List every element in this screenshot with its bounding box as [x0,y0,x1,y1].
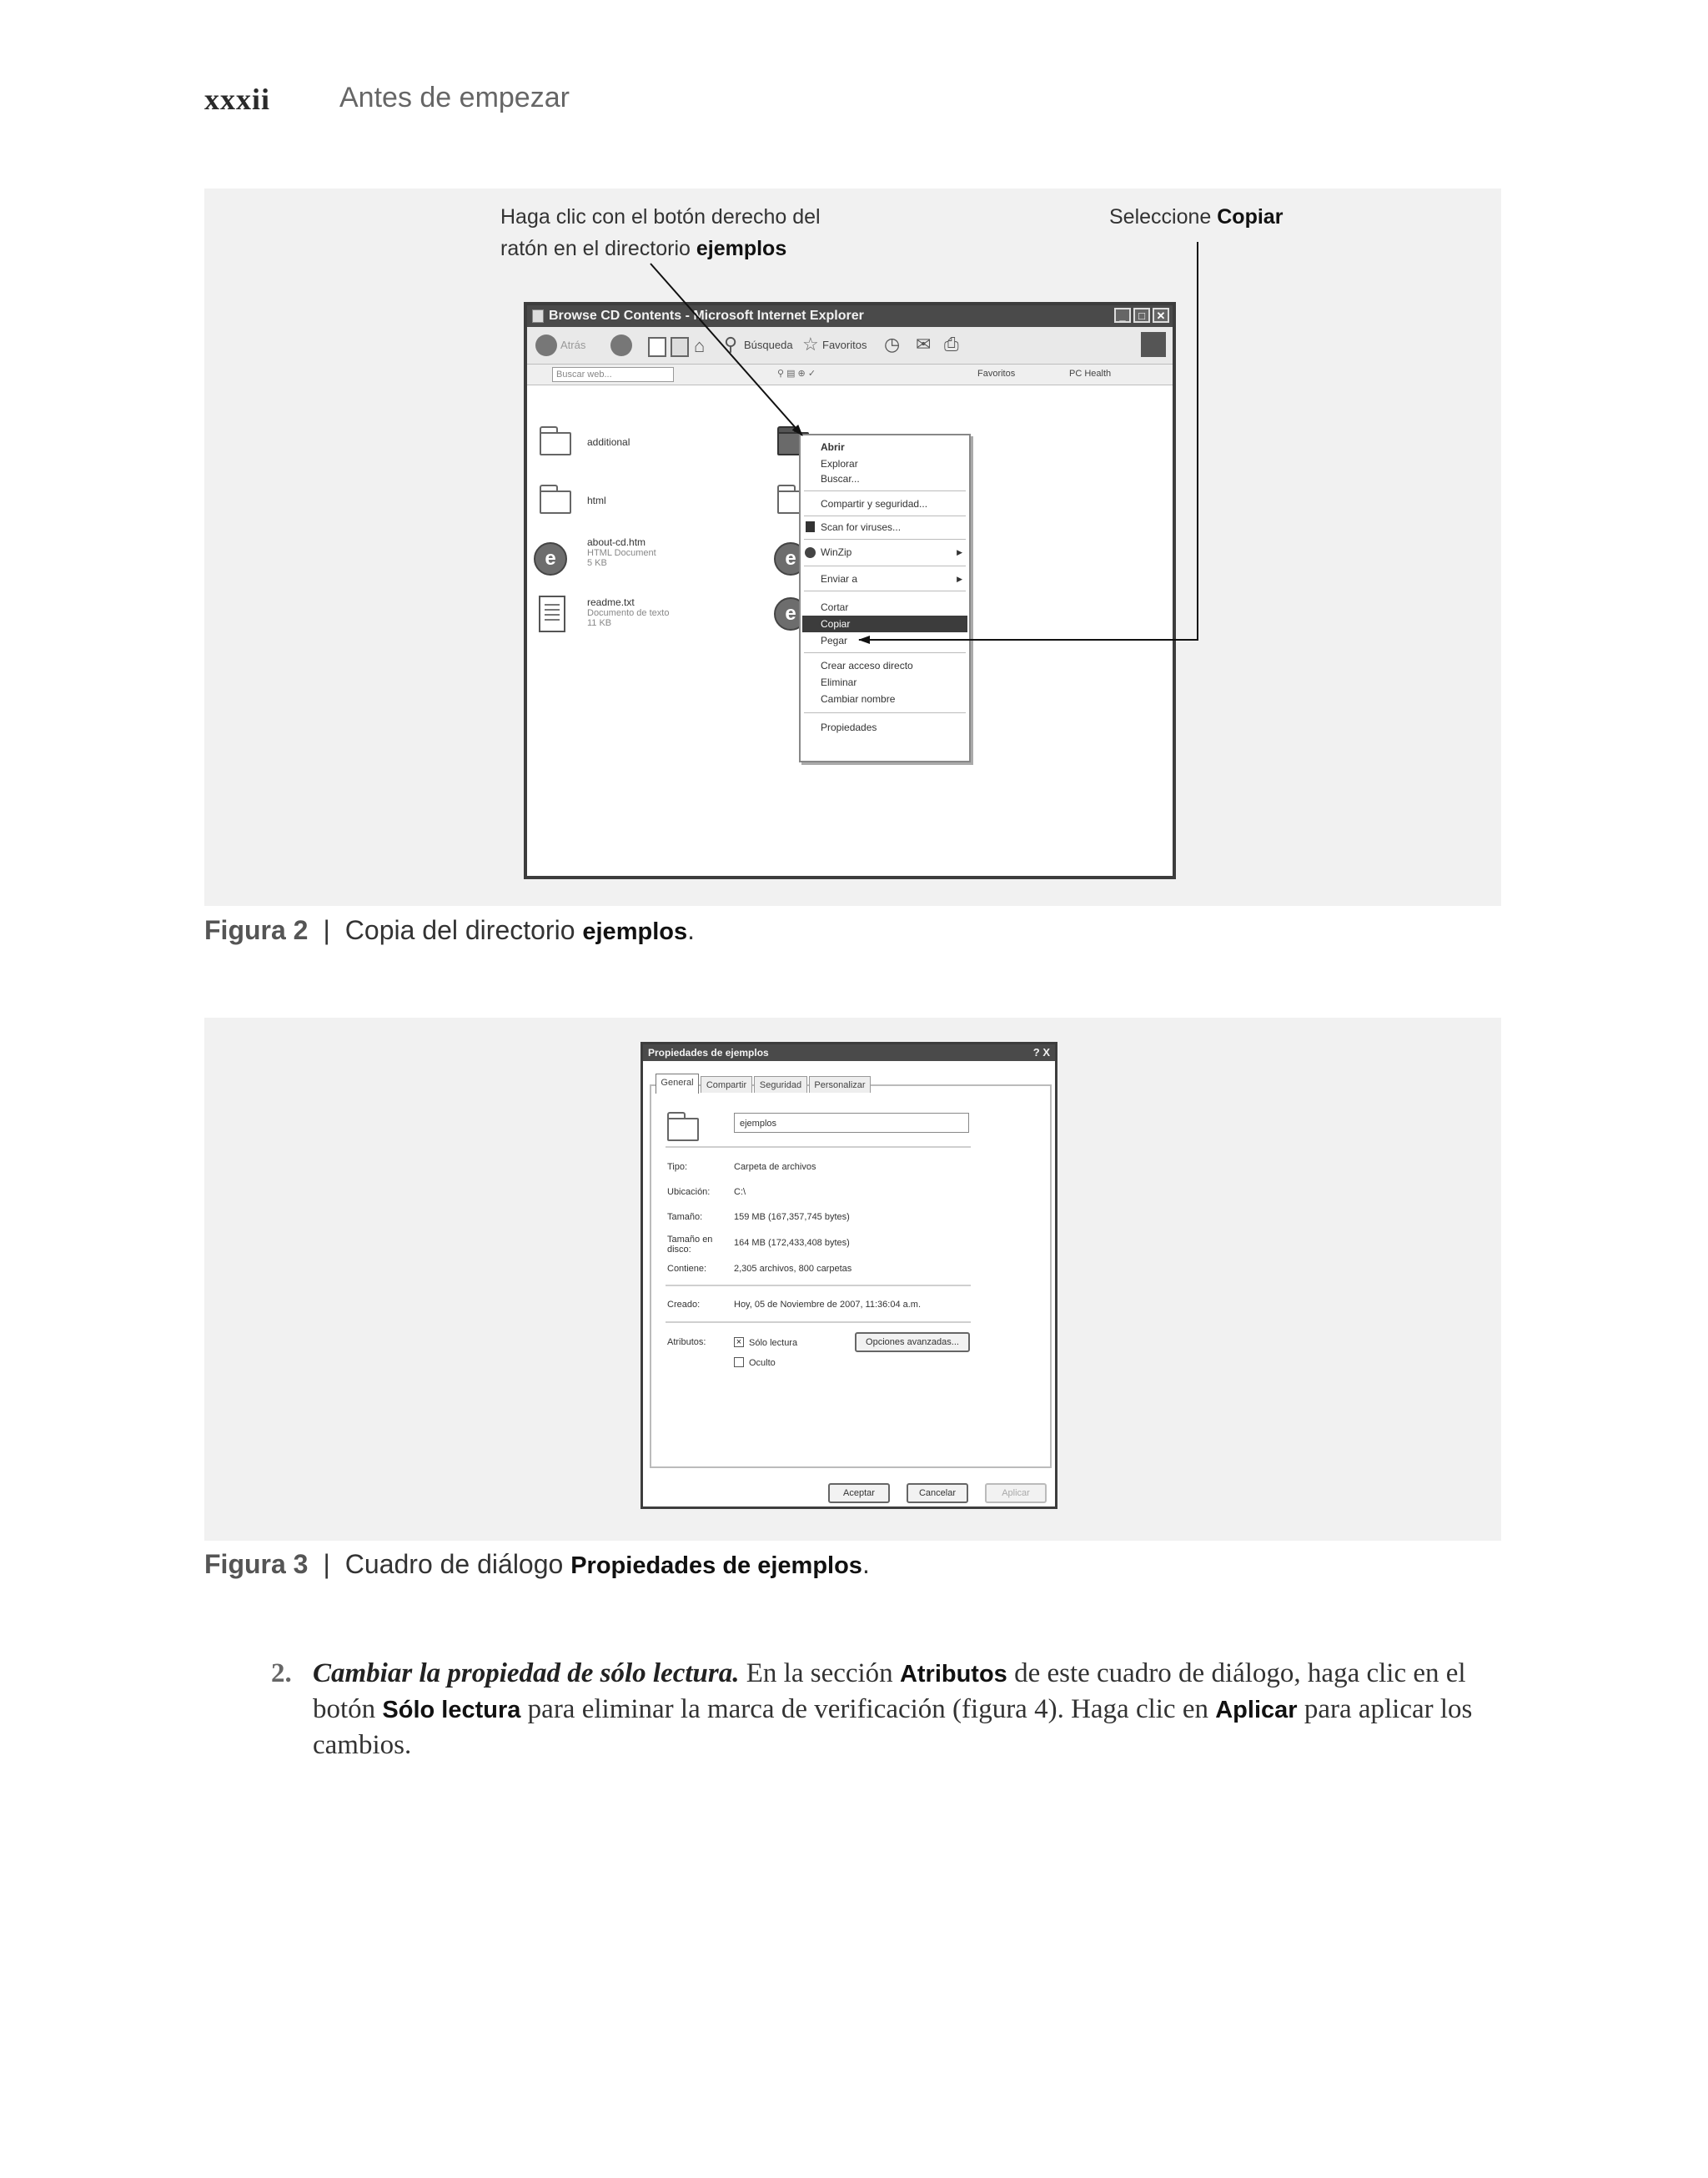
prop-label-size: Tamaño: [667,1212,703,1222]
search-web-input[interactable]: Buscar web... [552,367,674,382]
search-button-label[interactable]: Búsqueda [744,339,793,351]
hidden-checkbox[interactable] [734,1357,744,1367]
file-size-readme: 11 KB [587,618,612,628]
prop-value-size-on-disk: 164 MB (172,433,408 bytes) [734,1238,850,1248]
readonly-checkbox[interactable]: × [734,1337,744,1347]
step-text-part: para aplicar los cambios. [313,1694,1473,1760]
readonly-label[interactable]: Sólo lectura [749,1338,798,1348]
submenu-arrow-icon: ▶ [957,575,962,583]
callout-line-1: Haga clic con el botón derecho del [500,205,821,229]
menu-item-share[interactable]: Compartir y seguridad... [821,498,928,510]
callout-code: ejemplos [696,237,787,260]
step-code-readonly: Sólo lectura [382,1697,521,1723]
prop-label-created: Creado: [667,1300,701,1310]
divider [666,1321,971,1324]
step-code-apply: Aplicar [1215,1697,1298,1723]
properties-dialog [640,1042,1057,1509]
menu-item-create-shortcut[interactable]: Crear acceso directo [821,660,913,672]
ok-button[interactable]: Aceptar [828,1483,890,1503]
step-code-attributes: Atributos [899,1661,1007,1688]
menu-item-paste[interactable]: Pegar [821,635,848,646]
prop-value-created: Hoy, 05 de Noviembre de 2007, 11:36:04 a.m. [734,1300,922,1310]
divider [666,1285,971,1287]
advanced-options-button[interactable]: Opciones avanzadas... [855,1332,970,1352]
home-icon[interactable]: ⌂ [694,335,706,356]
menu-item-cut[interactable]: Cortar [821,601,849,613]
file-name-html[interactable]: html [587,495,606,506]
explorer-title: Browse CD Contents - Microsoft Internet Explorer [549,309,864,323]
callout-arrow-copy [859,242,1198,640]
step-text-part: de este cuadro de diálogo, haga clic en el botón [313,1658,1466,1724]
menu-item-copy[interactable]: Copiar [802,616,967,632]
step-title: Cambiar la propiedad de sólo lectura. [313,1658,740,1688]
tab-security[interactable]: Seguridad [754,1076,807,1093]
toolbar-icons-group[interactable]: ⚲ ▤ ⊕ ✓ [777,369,816,379]
mail-icon[interactable]: ✉ [916,334,932,355]
prop-value-type: Carpeta de archivos [734,1162,816,1172]
prop-label-type: Tipo: [667,1162,688,1172]
folder-icon [667,1108,701,1141]
instruction-paragraph [271,1656,1501,1763]
callout-select-text: Seleccione [1109,205,1218,229]
figure-3-caption-code: Propiedades de ejemplos [570,1552,862,1579]
callout-line-2: ratón en el directorio [500,237,696,260]
search-icon[interactable]: ⚲ [724,334,738,355]
tab-share[interactable]: Compartir [701,1076,752,1093]
page-number: xxxii [204,83,271,116]
figure-2-caption-code: ejemplos [582,918,688,945]
prop-value-contains: 2,305 archivos, 800 carpetas [734,1264,852,1274]
winzip-label: WinZip [821,546,852,558]
prop-label-size-on-disk: Tamaño en disco: [667,1235,713,1255]
hidden-label[interactable]: Oculto [749,1358,776,1368]
section-title: Antes de empezar [339,82,570,113]
dialog-title-buttons[interactable]: ? X [1032,1046,1050,1059]
figure-3-label: Figura 3 [204,1549,309,1579]
file-name-readme[interactable]: readme.txt [587,596,635,608]
minimize-button[interactable]: _ [1114,308,1131,323]
figure-3-caption [204,1549,870,1580]
step-number: 2. [271,1658,292,1688]
tab-general[interactable]: General [656,1074,699,1094]
step-text-part: para eliminar la marca de verificación (figura 4). Haga clic en [520,1694,1216,1724]
html-document-icon[interactable]: e [534,542,567,576]
figure-2-label: Figura 2 [204,915,309,945]
step-text [313,1656,1501,1763]
menu-item-delete[interactable]: Eliminar [821,677,857,688]
figure-2-caption-text: Copia del directorio [344,915,583,945]
back-label[interactable]: Atrás [560,339,586,351]
prop-label-location: Ubicación: [667,1187,711,1197]
callout-arrow-right-click [651,264,802,435]
menu-item-explore[interactable]: Explorar [821,458,858,470]
prop-label-contains: Contiene: [667,1264,707,1274]
figure-3-caption-text: Cuadro de diálogo [344,1549,571,1579]
tab-content [650,1084,1052,1468]
close-button[interactable]: ✕ [1153,308,1169,323]
folder-name-input[interactable]: ejemplos [734,1113,969,1133]
figure-3-caption-end: . [862,1549,870,1579]
dialog-titlebar [643,1044,1055,1061]
prop-value-size: 159 MB (167,357,745 bytes) [734,1212,850,1222]
tab-customize[interactable]: Personalizar [809,1076,871,1093]
html-document-icon[interactable]: e [774,542,807,576]
print-icon[interactable]: ⎙ [944,334,959,355]
figure-2-caption-end: . [687,915,695,945]
figure-2-caption [204,915,695,946]
file-name-additional[interactable]: additional [587,436,630,448]
dialog-title: Propiedades de ejemplos [648,1047,769,1059]
maximize-button[interactable]: □ [1133,308,1150,323]
menu-item-properties[interactable]: Propiedades [821,722,877,733]
file-type-readme: Documento de texto [587,608,670,618]
file-size-about: 5 KB [587,558,607,568]
menu-item-open[interactable]: Abrir [821,441,845,453]
prop-value-location: C:\ [734,1187,746,1197]
step-text-part: En la sección [739,1658,900,1688]
menu-item-search[interactable]: Buscar... [821,473,860,485]
attributes-label: Atributos: [667,1337,706,1347]
caption-divider: | [323,915,330,945]
history-icon[interactable]: ◷ [884,334,901,355]
file-name-about[interactable]: about-cd.htm [587,536,646,548]
menu-item-rename[interactable]: Cambiar nombre [821,693,896,705]
file-type-about: HTML Document [587,548,656,558]
pc-health-link[interactable]: PC Health [1069,369,1112,379]
favorites-link[interactable]: Favoritos [977,369,1016,379]
menu-item-scan[interactable]: Scan for viruses... [821,521,902,533]
divider [666,1146,971,1149]
submenu-arrow-icon: ▶ [957,548,962,556]
send-to-label: Enviar a [821,573,858,585]
callout-select-code: Copiar [1217,205,1284,229]
favorites-star-icon[interactable]: ☆ [802,334,819,355]
cancel-button[interactable]: Cancelar [907,1483,968,1503]
caption-divider: | [323,1549,330,1579]
apply-button[interactable]: Aplicar [985,1483,1047,1503]
html-document-icon[interactable]: e [774,597,807,631]
favorites-button-label[interactable]: Favoritos [822,339,867,351]
